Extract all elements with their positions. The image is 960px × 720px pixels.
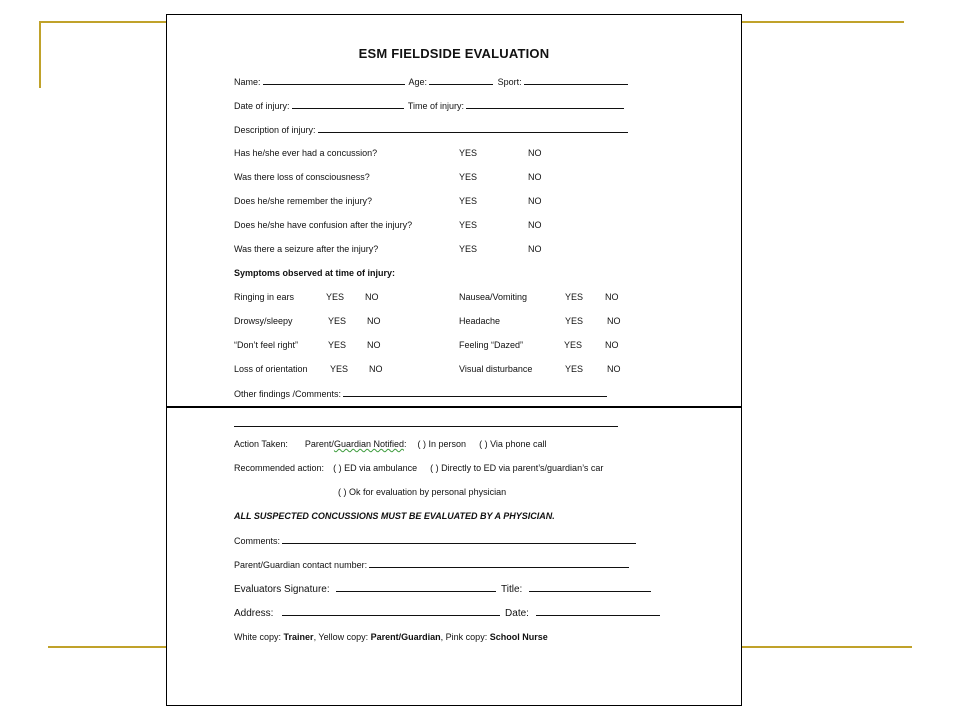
symptom-row [234,292,654,303]
question-row [234,220,684,231]
no-option[interactable]: NO [365,292,379,302]
copies-row: White copy: Trainer, Yellow copy: Parent/Guardian, Pink copy: School Nurse [234,632,548,642]
guardian-notified-label: Guardian Notified [333,439,404,449]
recommended-action-label: Recommended action: [234,463,325,473]
symptom-left-label: Loss of orientation [234,364,308,374]
frame-bottom-left [48,646,166,648]
name-label: Name: [234,77,261,87]
title-label: Title: [501,584,523,595]
white-copy-label: White copy: [234,632,282,642]
white-copy-value: Trainer [283,632,314,642]
date-row [234,100,626,112]
question-label: Has he/she ever had a concussion? [234,148,378,158]
question-label: Does he/she remember the injury? [234,196,373,206]
personal-physician-option[interactable]: ( ) Ok for evaluation by personal physician [338,487,507,497]
physician-warning: ALL SUSPECTED CONCUSSIONS MUST BE EVALUATED BY A PHYSICIAN. [234,511,555,521]
signature-row [234,583,653,595]
evaluator-signature-label: Evaluators Signature: [234,584,330,595]
yes-option[interactable]: YES [459,196,478,206]
name-blank[interactable] [263,76,405,85]
comments-continuation-blank[interactable] [234,418,618,427]
yes-option[interactable]: YES [459,172,478,182]
parent-contact-label: Parent/Guardian contact number: [234,560,368,570]
symptom-left-label: “Don’t feel right” [234,340,299,350]
age-label: Age: [408,77,428,87]
yes-option[interactable]: YES [330,364,349,374]
yes-option[interactable]: YES [326,292,345,302]
no-option[interactable]: NO [528,220,542,230]
other-findings-label: Other findings /Comments: [234,389,342,399]
no-option[interactable]: NO [369,364,383,374]
no-option[interactable]: NO [607,364,621,374]
symptom-right-label: Headache [459,316,501,326]
symptom-right-label: Visual disturbance [459,364,533,374]
frame-top-right [742,21,904,23]
question-label: Does he/she have confusion after the injury? [234,220,413,230]
action-taken-label: Action Taken: [234,439,288,449]
yes-option[interactable]: YES [328,340,347,350]
no-option[interactable]: NO [607,316,621,326]
symptom-right-label: Feeling “Dazed” [459,340,524,350]
question-label: Was there loss of consciousness? [234,172,370,182]
symptoms-heading: Symptoms observed at time of injury: [234,268,396,278]
yes-option[interactable]: YES [565,292,584,302]
description-row [234,124,630,136]
symptom-row [234,316,654,327]
colon: : [403,439,407,449]
action-taken-row [234,439,546,450]
date-of-injury-label: Date of injury: [234,101,290,111]
symptom-row [234,364,654,375]
evaluator-signature-blank[interactable] [336,583,496,592]
recommended-action-row [234,463,603,474]
frame-bottom-right [742,646,912,648]
frame-left-vertical [39,21,41,88]
other-findings-blank[interactable] [343,388,607,397]
evaluation-form-page [166,14,742,706]
parent-contact-blank[interactable] [369,559,629,568]
ed-ambulance-option[interactable]: ( ) ED via ambulance [333,463,418,473]
no-option[interactable]: NO [605,292,619,302]
question-row [234,244,684,255]
title-blank[interactable] [529,583,651,592]
date-blank[interactable] [536,607,660,616]
pink-copy-label: Pink copy: [445,632,488,642]
other-findings-row [234,388,609,400]
question-label: Was there a seizure after the injury? [234,244,379,254]
no-option[interactable]: NO [528,244,542,254]
address-blank[interactable] [282,607,500,616]
recommended-action-row-2 [338,487,506,498]
comments-row [234,535,638,547]
yes-option[interactable]: YES [459,148,478,158]
page-divider [167,406,741,408]
symptom-left-label: Drowsy/sleepy [234,316,293,326]
form-title: ESM FIELDSIDE EVALUATION [358,46,550,61]
parent-guardian-label: Parent/ [304,439,334,449]
no-option[interactable]: NO [528,172,542,182]
sport-label: Sport: [497,77,522,87]
question-row [234,172,684,183]
yes-option[interactable]: YES [459,220,478,230]
date-of-injury-blank[interactable] [292,100,404,109]
description-blank[interactable] [318,124,628,133]
no-option[interactable]: NO [528,148,542,158]
no-option[interactable]: NO [367,316,381,326]
no-option[interactable]: NO [605,340,619,350]
symptom-left-label: Ringing in ears [234,292,295,302]
yes-option[interactable]: YES [328,316,347,326]
description-label: Description of injury: [234,125,316,135]
yellow-copy-label: Yellow copy: [318,632,369,642]
phone-call-option[interactable]: ( ) Via phone call [479,439,547,449]
no-option[interactable]: NO [528,196,542,206]
sport-blank[interactable] [524,76,628,85]
ed-parent-car-option[interactable]: ( ) Directly to ED via parent’s/guardian’s car [430,463,604,473]
time-of-injury-blank[interactable] [466,100,624,109]
address-label: Address: [234,608,274,619]
yes-option[interactable]: YES [459,244,478,254]
age-blank[interactable] [429,76,493,85]
in-person-option[interactable]: ( ) In person [417,439,467,449]
comments-label: Comments: [234,536,281,546]
comments-blank[interactable] [282,535,636,544]
yellow-copy-value: Parent/Guardian [370,632,441,642]
yes-option[interactable]: YES [564,340,583,350]
pink-copy-value: School Nurse [489,632,548,642]
parent-contact-row [234,559,631,571]
symptom-right-label: Nausea/Vomiting [459,292,528,302]
name-row [234,76,630,88]
question-row [234,148,684,159]
time-of-injury-label: Time of injury: [407,101,465,111]
address-row [234,607,662,619]
question-row [234,196,684,207]
yes-option[interactable]: YES [565,316,584,326]
frame-top-left [39,21,166,23]
symptom-row [234,340,654,351]
no-option[interactable]: NO [367,340,381,350]
yes-option[interactable]: YES [565,364,584,374]
date-label: Date: [505,608,529,619]
continuation-row [234,418,618,430]
